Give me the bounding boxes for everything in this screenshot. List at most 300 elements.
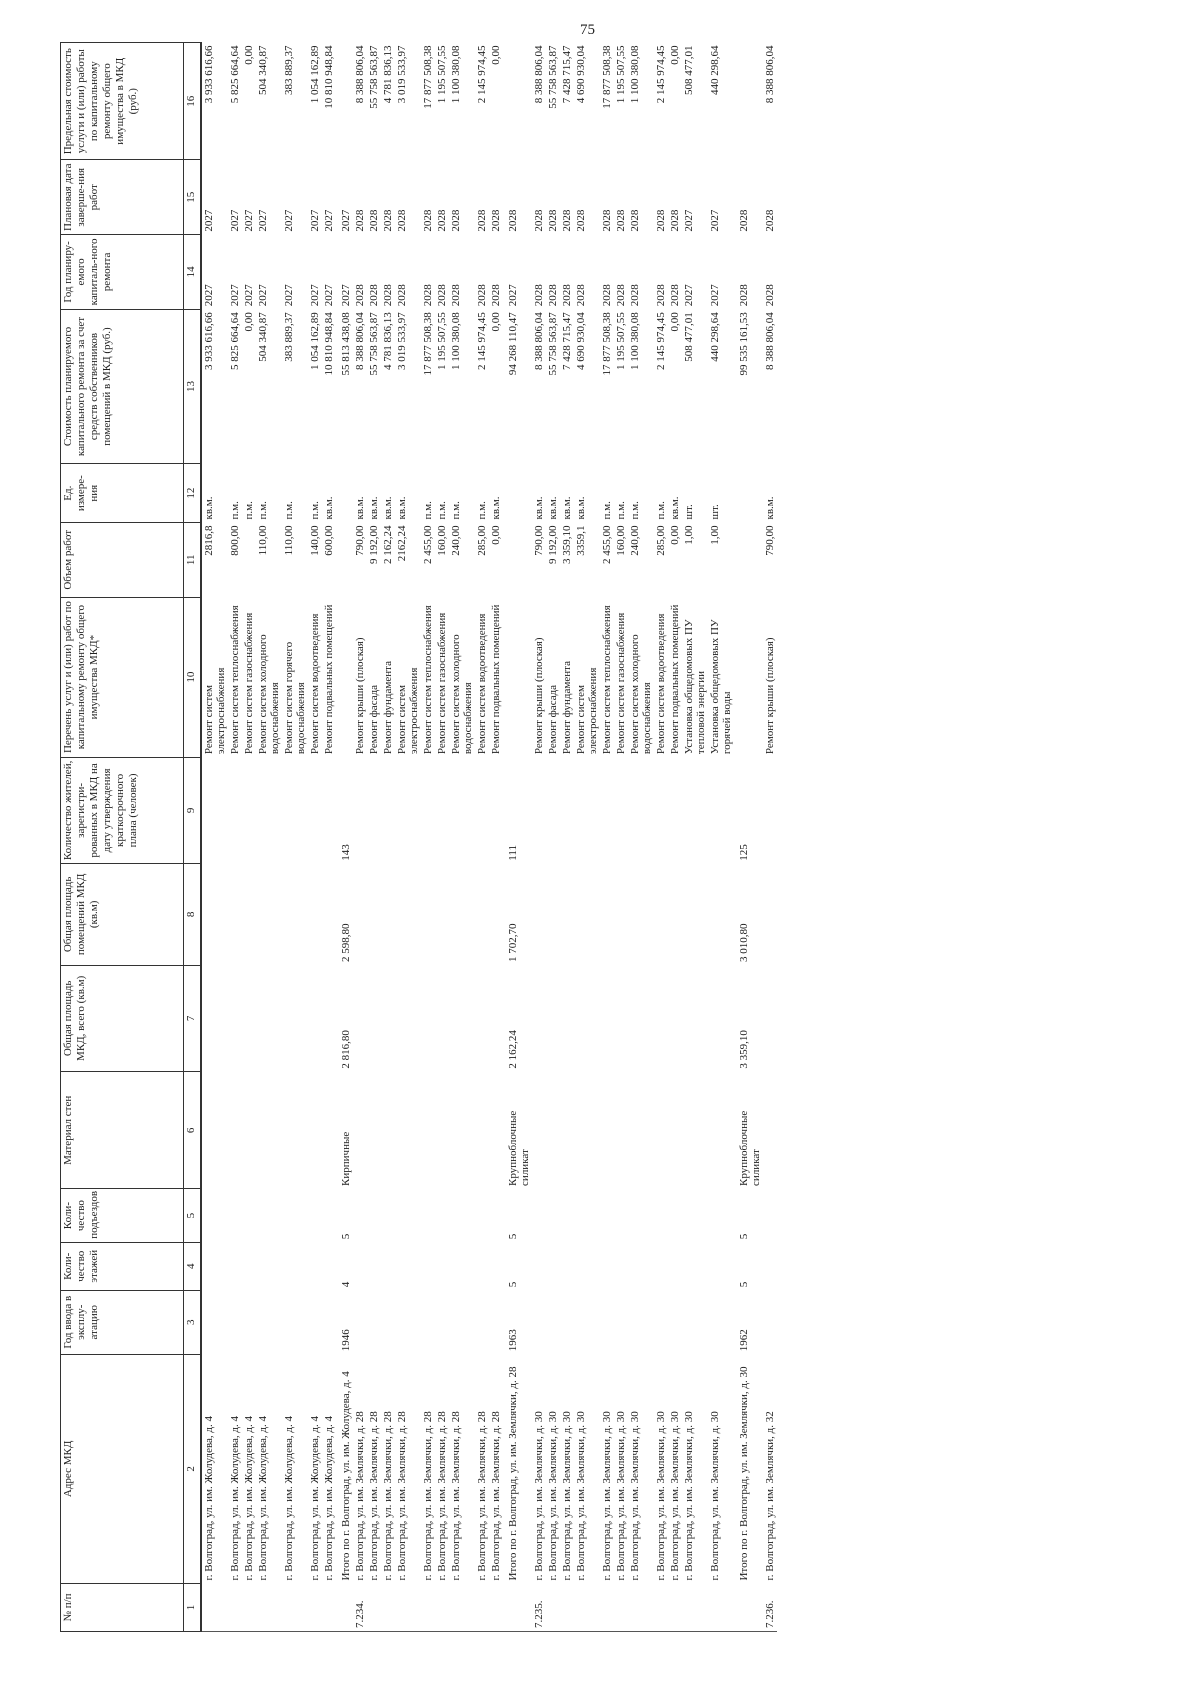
table-cell: 3 933 616,66: [203, 45, 215, 104]
table-cell: шт.: [683, 504, 695, 520]
table-cell: 2816,8: [203, 525, 215, 556]
table-cell: [708, 965, 734, 1072]
table-cell: [574, 864, 600, 965]
table-cell: Ремонт фасада: [547, 684, 559, 755]
table-cell: [322, 1584, 336, 1632]
table-cell: 440 298,64: [709, 312, 721, 362]
table-cell: 8 388 806,04: [354, 312, 366, 370]
table-cell: 7.235.: [532, 1584, 546, 1632]
table-cell: п.м.: [476, 501, 488, 520]
table-cell: [614, 1584, 628, 1632]
table-cell: 2 162,24: [382, 525, 394, 564]
table-cell: 0,00: [669, 45, 681, 65]
table-cell: 2028: [575, 209, 587, 232]
table-cell: 10 810 948,84: [323, 45, 335, 109]
table-cell: [449, 1242, 475, 1290]
table-row: [503, 43, 532, 1632]
table-cell: 3359,1: [575, 525, 587, 556]
table-row: [367, 43, 381, 1632]
table-cell: [395, 864, 421, 965]
table-cell: [574, 1584, 600, 1632]
table-cell: [614, 864, 628, 965]
table-cell: 0,00: [669, 312, 681, 332]
table-cell: [395, 1584, 421, 1632]
table-cell: г. Волгоград, ул. им. Землячки, д. 30: [601, 1411, 613, 1581]
table-cell: [395, 757, 421, 864]
column-header: Стоимость планируемого капитального ремонта за счет средств собственников помещений в МКД (руб.): [61, 309, 184, 464]
table-cell: 9 192,00: [368, 525, 380, 564]
table-cell: [381, 864, 395, 965]
table-cell: 2028: [396, 209, 408, 232]
table-cell: 2027: [709, 284, 721, 307]
table-cell: 2028: [368, 284, 380, 307]
table-cell: Ремонт фасада: [368, 684, 380, 755]
table-cell: 2028: [575, 284, 587, 307]
table-cell: [489, 1290, 503, 1354]
table-cell: [668, 1072, 682, 1189]
table-row: [708, 43, 734, 1632]
table-cell: [532, 1072, 546, 1189]
table-cell: [322, 965, 336, 1072]
table-cell: [381, 1072, 395, 1189]
table-cell: [668, 864, 682, 965]
table-cell: [395, 1189, 421, 1242]
table-cell: 55 813 438,08: [340, 312, 352, 376]
table-cell: кв.м.: [533, 496, 545, 520]
table-cell: [353, 1242, 367, 1290]
table-cell: [435, 965, 449, 1072]
table-cell: 1,00: [709, 525, 721, 545]
table-cell: [654, 965, 668, 1072]
table-cell: [628, 1584, 654, 1632]
table-cell: 94 268 110,47: [507, 312, 519, 376]
table-cell: 2028: [396, 284, 408, 307]
table-cell: кв.м.: [669, 496, 681, 520]
table-cell: Итого по г. Волгоград, ул. им. Землячки, д. 28: [507, 1366, 519, 1581]
table-cell: [628, 1072, 654, 1189]
table-cell: 2027: [309, 284, 321, 307]
table-cell: [421, 1290, 435, 1354]
table-row: [763, 43, 777, 1632]
table-cell: [449, 757, 475, 864]
table-cell: [614, 1242, 628, 1290]
table-cell: 125: [738, 844, 750, 861]
table-cell: кв.м.: [354, 496, 366, 520]
table-cell: Ремонт фундамента: [382, 661, 394, 755]
table-cell: [763, 757, 777, 864]
table-row: [435, 43, 449, 1632]
table-cell: 2027: [229, 284, 241, 307]
table-cell: г. Волгоград, ул. им. Землячки, д. 28: [476, 1411, 488, 1581]
column-number: 5: [184, 1189, 202, 1242]
table-cell: 1 702,70: [507, 923, 519, 963]
table-cell: 2028: [561, 284, 573, 307]
column-header: Общая площадь МКД, всего (кв.м): [61, 965, 184, 1072]
table-cell: 504 340,87: [257, 45, 269, 95]
table-cell: [475, 1584, 489, 1632]
table-cell: п.м.: [601, 501, 613, 520]
table-row: [734, 43, 763, 1632]
table-cell: 2028: [601, 209, 613, 232]
table-cell: [228, 1290, 242, 1354]
table-cell: [256, 1072, 282, 1189]
table-cell: п.м.: [257, 501, 269, 520]
table-cell: [336, 464, 353, 523]
table-cell: [668, 965, 682, 1072]
table-cell: [381, 1290, 395, 1354]
column-header: Предельная стоимость услуги и (или) работы по капитальному ремонту общего имущества в МКД (руб.): [61, 43, 184, 160]
table-cell: г. Волгоград, ул. им. Землячки, д. 30: [669, 1411, 681, 1581]
table-cell: 2028: [533, 209, 545, 232]
table-cell: 2 145 974,45: [655, 312, 667, 370]
table-cell: 111: [507, 845, 519, 861]
table-cell: 2027: [283, 284, 295, 307]
table-cell: Ремонт фундамента: [561, 661, 573, 755]
table-cell: [449, 965, 475, 1072]
table-cell: [708, 757, 734, 864]
table-cell: г. Волгоград, ул. им. Землячки, д. 30: [709, 1411, 721, 1581]
table-cell: 1 100 380,08: [629, 312, 641, 370]
table-cell: 2 145 974,45: [476, 45, 488, 104]
table-cell: кв.м.: [561, 496, 573, 520]
table-cell: 55 758 563,87: [368, 312, 380, 376]
table-cell: 2028: [738, 284, 750, 307]
table-cell: [322, 757, 336, 864]
table-cell: кв.м.: [396, 496, 408, 520]
table-cell: 2028: [655, 209, 667, 232]
table-cell: 2027: [243, 209, 255, 232]
table-cell: 2027: [203, 209, 215, 232]
table-cell: 55 758 563,87: [368, 45, 380, 109]
table-cell: Кирпичные: [340, 1131, 352, 1186]
column-header: Коли-чество этажей: [61, 1242, 184, 1290]
table-cell: 160,00: [615, 525, 627, 556]
table-cell: 143: [340, 844, 352, 861]
table-cell: [668, 757, 682, 864]
table-cell: [367, 1072, 381, 1189]
table-cell: [242, 1584, 256, 1632]
column-number: 4: [184, 1242, 202, 1290]
table-cell: [560, 1584, 574, 1632]
table-cell: [282, 1242, 308, 1290]
column-number: 8: [184, 864, 202, 965]
table-cell: 0,00: [243, 312, 255, 332]
table-cell: 2027: [683, 209, 695, 232]
table-cell: [475, 757, 489, 864]
table-cell: [308, 1242, 322, 1290]
table-cell: 17 877 508,38: [601, 45, 613, 109]
table-cell: [201, 1242, 228, 1290]
table-cell: 285,00: [476, 525, 488, 556]
table-cell: 2027: [683, 284, 695, 307]
table-cell: Крупноблочные силикат: [738, 1110, 762, 1186]
table-cell: [395, 1072, 421, 1189]
table-cell: [367, 1290, 381, 1354]
table-cell: г. Волгоград, ул. им. Землячки, д. 30: [547, 1411, 559, 1581]
table-cell: 2 145 974,45: [655, 45, 667, 104]
table-row: [282, 43, 308, 1632]
table-cell: 8 388 806,04: [533, 45, 545, 104]
table-cell: г. Волгоград, ул. им. Жолудева, д. 4: [203, 1416, 215, 1581]
table-body: [201, 43, 777, 1632]
table-cell: [475, 1290, 489, 1354]
table-cell: [336, 1584, 353, 1632]
table-cell: Ремонт систем теплоснабжения: [422, 605, 434, 755]
table-cell: [763, 1290, 777, 1354]
table-cell: г. Волгоград, ул. им. Жолудева, д. 4: [229, 1416, 241, 1581]
table-cell: [600, 757, 614, 864]
table-cell: [336, 597, 353, 757]
table-row: [628, 43, 654, 1632]
column-header: Общая площадь помещений МКД (кв.м): [61, 864, 184, 965]
table-cell: [435, 1242, 449, 1290]
table-cell: [763, 1189, 777, 1242]
table-row: [654, 43, 668, 1632]
table-cell: [546, 757, 560, 864]
column-number: 7: [184, 965, 202, 1072]
table-cell: [367, 965, 381, 1072]
table-cell: [242, 864, 256, 965]
table-cell: [600, 1584, 614, 1632]
table-cell: [574, 965, 600, 1072]
table-cell: 2028: [629, 209, 641, 232]
table-cell: Ремонт подвальных помещений: [669, 604, 681, 755]
table-cell: Ремонт крыши (плоская): [764, 637, 776, 755]
table-cell: [256, 1242, 282, 1290]
table-cell: 2028: [436, 284, 448, 307]
table-cell: 9 192,00: [547, 525, 559, 564]
table-cell: [682, 965, 708, 1072]
table-cell: [322, 1290, 336, 1354]
table-cell: 2027: [507, 284, 519, 307]
table-cell: 2 455,00: [601, 525, 613, 564]
column-number: 2: [184, 1354, 202, 1583]
table-cell: г. Волгоград, ул. им. Землячки, д. 28: [436, 1411, 448, 1581]
table-cell: [574, 1189, 600, 1242]
table-cell: 1946: [340, 1329, 352, 1352]
table-cell: п.м.: [450, 501, 462, 520]
table-cell: [201, 1290, 228, 1354]
table-cell: [449, 1290, 475, 1354]
table-cell: 240,00: [629, 525, 641, 556]
table-row: [449, 43, 475, 1632]
table-cell: [256, 864, 282, 965]
table-cell: 504 340,87: [257, 312, 269, 362]
table-cell: [282, 1290, 308, 1354]
table-cell: [560, 1242, 574, 1290]
table-cell: 1 100 380,08: [450, 45, 462, 104]
table-cell: [421, 1584, 435, 1632]
column-header: Количество жителей, зарегистри-рованных в МКД на дату утверждения краткосрочного плана (человек): [61, 757, 184, 864]
table-cell: [336, 522, 353, 597]
table-cell: 140,00: [309, 525, 321, 556]
table-cell: [546, 1290, 560, 1354]
table-cell: [367, 1189, 381, 1242]
table-cell: г. Волгоград, ул. им. Землячки, д. 30: [561, 1411, 573, 1581]
table-cell: 2028: [764, 284, 776, 307]
table-cell: [682, 1584, 708, 1632]
table-cell: 1 054 162,89: [309, 45, 321, 104]
table-row: [668, 43, 682, 1632]
table-cell: [668, 1242, 682, 1290]
column-number: 9: [184, 757, 202, 864]
table-cell: 160,00: [436, 525, 448, 556]
table-row: [308, 43, 322, 1632]
table-cell: [532, 1242, 546, 1290]
table-cell: [560, 1290, 574, 1354]
table-cell: 3 933 616,66: [203, 312, 215, 370]
table-cell: 440 298,64: [709, 45, 721, 95]
table-cell: [489, 757, 503, 864]
table-cell: [421, 965, 435, 1072]
table-cell: 1 195 507,55: [615, 312, 627, 370]
table-cell: 2028: [382, 284, 394, 307]
table-cell: 790,00: [533, 525, 545, 556]
table-cell: [353, 757, 367, 864]
table-row: [489, 43, 503, 1632]
table-cell: [435, 864, 449, 965]
table-cell: 790,00: [354, 525, 366, 556]
table-cell: Ремонт систем газоснабжения: [615, 612, 627, 755]
page-number: 75: [580, 22, 595, 38]
table-cell: [421, 864, 435, 965]
table-cell: г. Волгоград, ул. им. Жолудева, д. 4: [309, 1416, 321, 1581]
table-cell: 10 810 948,84: [323, 312, 335, 376]
table-cell: 5: [738, 1233, 750, 1240]
table-cell: 0,00: [669, 525, 681, 545]
table-cell: кв.м.: [203, 496, 215, 520]
table-cell: [322, 1189, 336, 1242]
table-cell: [435, 1290, 449, 1354]
table-cell: [242, 1242, 256, 1290]
column-header: Год планиру-емого капиталь-ного ремонта: [61, 235, 184, 310]
table-cell: 2028: [450, 209, 462, 232]
table-cell: 2028: [507, 209, 519, 232]
table-cell: 1 195 507,55: [436, 45, 448, 104]
table-cell: 5 825 664,64: [229, 45, 241, 104]
table-cell: 8 388 806,04: [354, 45, 366, 104]
table-cell: 2028: [669, 284, 681, 307]
column-number: 12: [184, 464, 202, 523]
table-cell: кв.м.: [323, 496, 335, 520]
table-cell: г. Волгоград, ул. им. Землячки, д. 28: [368, 1411, 380, 1581]
table-cell: [532, 965, 546, 1072]
table-cell: Ремонт систем горячего водоснабжения: [283, 641, 307, 755]
table-cell: [654, 864, 668, 965]
table-cell: [322, 864, 336, 965]
table-cell: 17 877 508,38: [422, 312, 434, 376]
table-cell: [201, 757, 228, 864]
table-cell: [734, 43, 763, 160]
table-cell: 3 019 533,97: [396, 45, 408, 104]
table-row: [682, 43, 708, 1632]
table-cell: [682, 1290, 708, 1354]
table-cell: 2028: [547, 209, 559, 232]
table-cell: [395, 1290, 421, 1354]
table-cell: [503, 597, 532, 757]
table-cell: п.м.: [243, 501, 255, 520]
table-cell: 2027: [709, 209, 721, 232]
table-cell: [628, 1290, 654, 1354]
table-cell: 2027: [229, 209, 241, 232]
column-header: Объем работ: [61, 522, 184, 597]
table-cell: [668, 1584, 682, 1632]
table-cell: [421, 1072, 435, 1189]
table-row: [381, 43, 395, 1632]
table-cell: [682, 1189, 708, 1242]
table-cell: [734, 1584, 763, 1632]
table-cell: [763, 1072, 777, 1189]
table-cell: [228, 1584, 242, 1632]
table-cell: 240,00: [450, 525, 462, 556]
table-cell: [532, 1189, 546, 1242]
table-cell: [282, 1584, 308, 1632]
table-cell: [628, 757, 654, 864]
table-cell: 7 428 715,47: [561, 312, 573, 370]
table-cell: 2028: [476, 284, 488, 307]
table-cell: [242, 1290, 256, 1354]
table-cell: Ремонт крыши (плоская): [354, 637, 366, 755]
table-cell: [503, 1584, 532, 1632]
table-cell: [449, 1072, 475, 1189]
table-cell: 5: [340, 1233, 352, 1240]
table-cell: [532, 757, 546, 864]
table-cell: [282, 757, 308, 864]
table-cell: кв.м.: [547, 496, 559, 520]
table-cell: [308, 1072, 322, 1189]
table-cell: 2027: [323, 209, 335, 232]
table-cell: 55 758 563,87: [547, 45, 559, 109]
column-header: Год ввода в эксплу-атацию: [61, 1290, 184, 1354]
table-cell: п.м.: [629, 501, 641, 520]
table-cell: [421, 1189, 435, 1242]
table-cell: [489, 1072, 503, 1189]
table-cell: 7 428 715,47: [561, 45, 573, 104]
table-cell: 2028: [436, 209, 448, 232]
table-cell: [435, 1189, 449, 1242]
table-cell: [668, 1290, 682, 1354]
table-cell: 2028: [422, 284, 434, 307]
table-cell: [282, 965, 308, 1072]
table-row: [574, 43, 600, 1632]
table-cell: п.м.: [283, 501, 295, 520]
table-cell: [282, 1189, 308, 1242]
table-cell: [489, 1189, 503, 1242]
table-cell: [600, 965, 614, 1072]
header-row: [61, 43, 184, 1632]
table-cell: 1 195 507,55: [615, 45, 627, 104]
table-cell: 4 690 930,04: [575, 45, 587, 104]
table-cell: [475, 965, 489, 1072]
table-cell: п.м.: [422, 501, 434, 520]
table-cell: Крупноблочные силикат: [507, 1110, 531, 1186]
table-cell: [353, 864, 367, 965]
table-cell: [395, 965, 421, 1072]
table-cell: 2 598,80: [340, 923, 352, 963]
table-cell: 4 690 930,04: [575, 312, 587, 370]
table-cell: [336, 43, 353, 160]
column-header: № п/п: [61, 1584, 184, 1632]
table-cell: [201, 1189, 228, 1242]
table-cell: [654, 1189, 668, 1242]
table-cell: [449, 864, 475, 965]
table-cell: [381, 1584, 395, 1632]
table-cell: [734, 597, 763, 757]
table-cell: [228, 1242, 242, 1290]
table-cell: [228, 864, 242, 965]
table-cell: 2028: [382, 209, 394, 232]
table-cell: [475, 864, 489, 965]
